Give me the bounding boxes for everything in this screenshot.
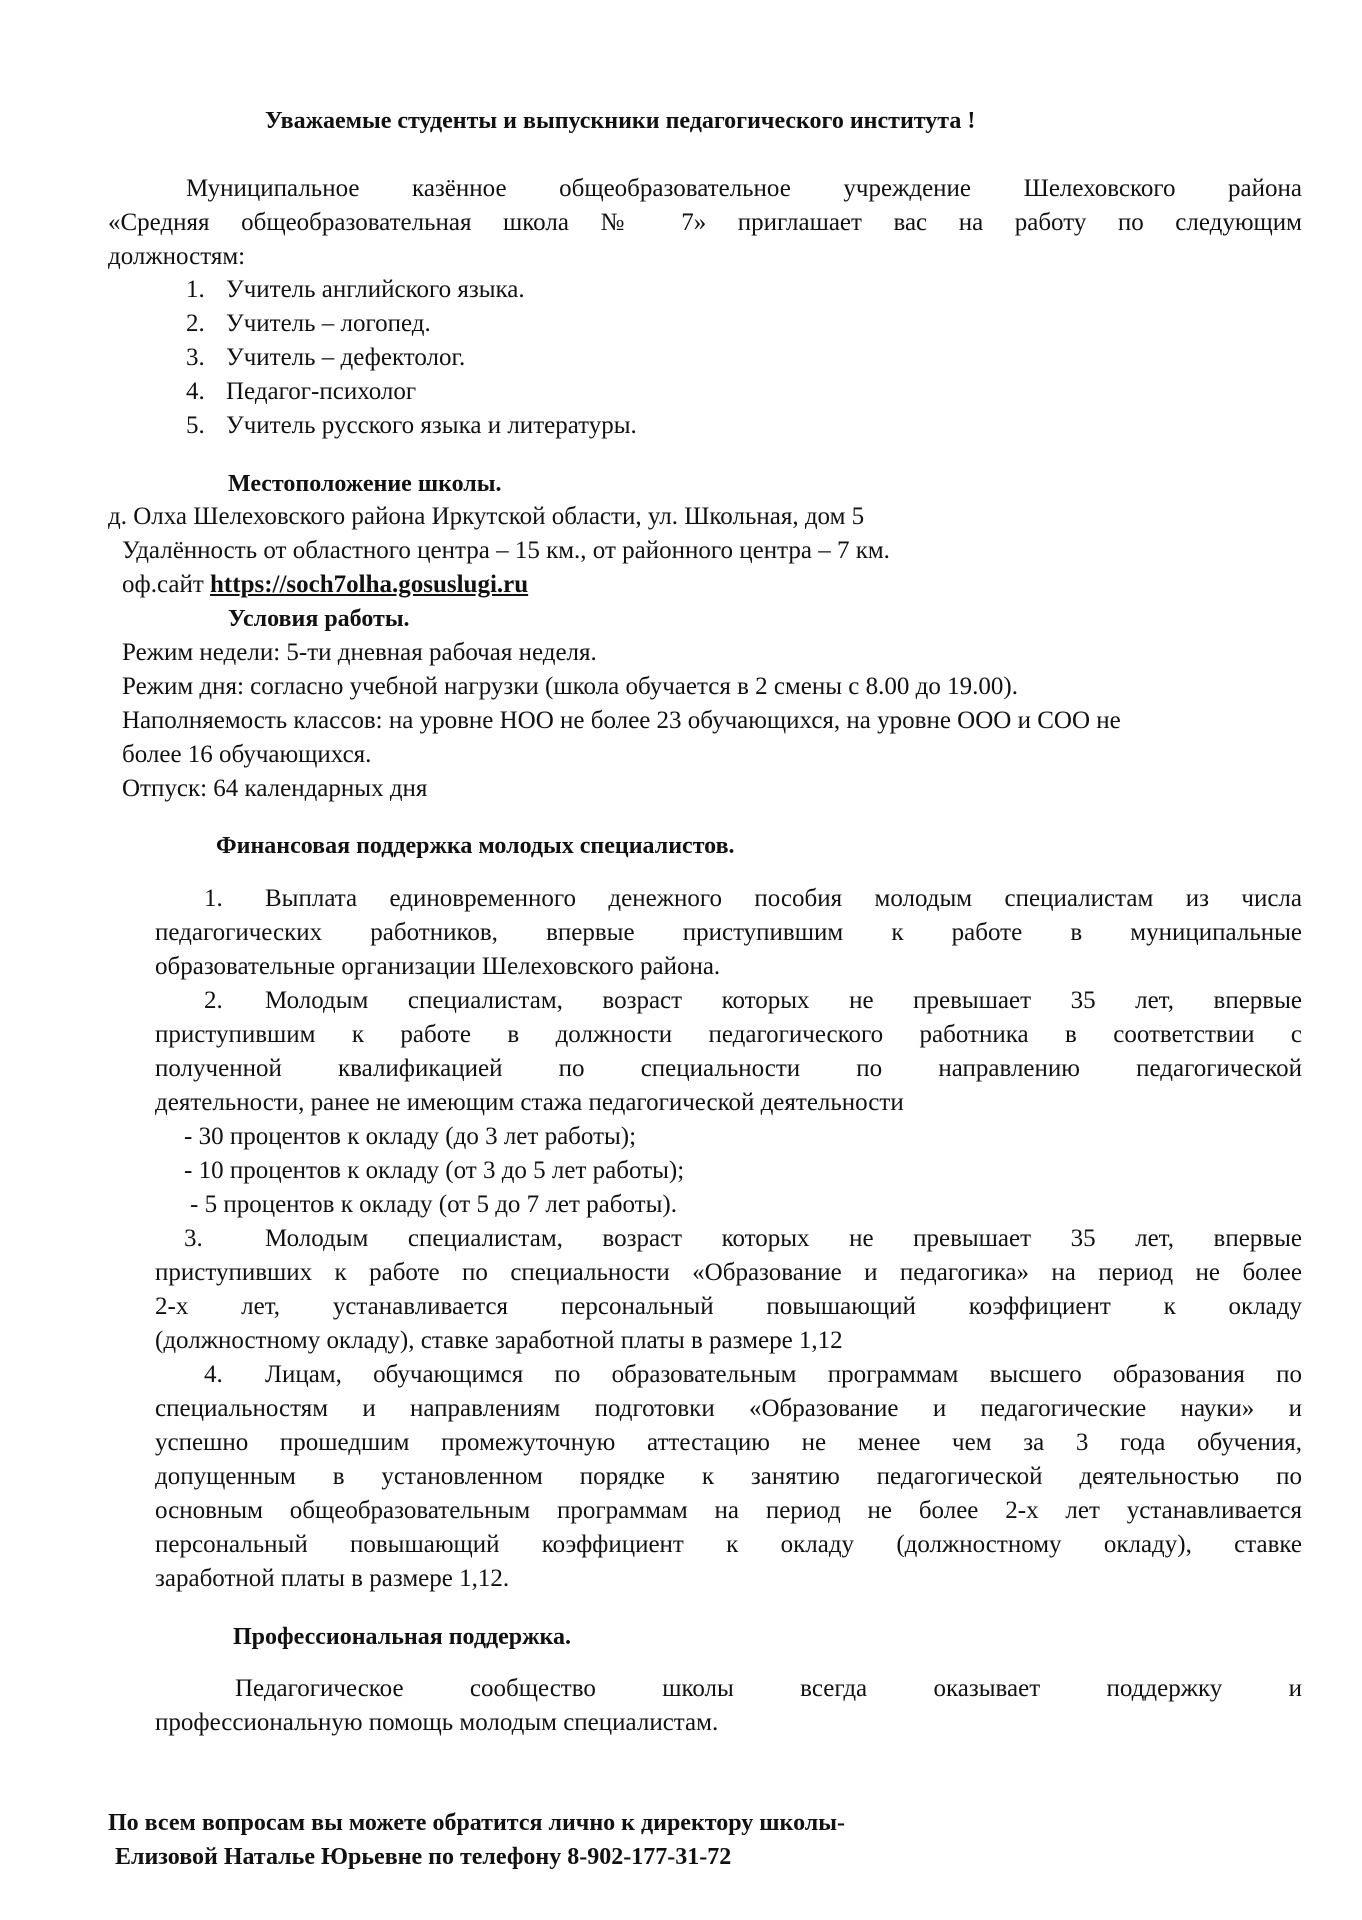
intro-line-1: Муниципальное казённое общеобразовательное учреждение Шелеховского района <box>186 175 1302 202</box>
website-link[interactable]: https://soch7olha.gosuslugi.ru <box>210 571 529 598</box>
finance-item-4-line-7: заработной платы в размере 1,12. <box>155 1565 510 1592</box>
class-size-line-1: Наполняемость классов: на уровне НОО не более 23 обучающихся, на уровне ООО и СОО не <box>122 707 1121 734</box>
week-mode: Режим недели: 5-ти дневная рабочая неделя. <box>122 639 597 666</box>
finance-item-3-line-2: приступивших к работе по специальности «Образование и педагогика» на период не более <box>155 1259 1302 1286</box>
conditions-heading: Условия работы. <box>228 606 410 632</box>
finance-item-4-line-1: Лицам, обучающимся по образовательным программам высшего образования по <box>265 1361 1302 1388</box>
finance-item-4-line-5: основным общеобразовательным программам на период не более 2-х лет устанавливается <box>155 1497 1302 1524</box>
vacation-info: Отпуск: 64 календарных дня <box>122 775 428 802</box>
item-number: 3. <box>184 1225 203 1252</box>
finance-item-2-line-3: полученной квалификацией по специальности по направлению педагогической <box>155 1055 1302 1082</box>
list-item: 1. Учитель английского языка. <box>186 276 525 303</box>
list-item: 2. Учитель – логопед. <box>186 310 431 337</box>
distance-info: Удалённость от областного центра – 15 км., от районного центра – 7 км. <box>122 537 890 564</box>
list-item: 5. Учитель русского языка и литературы. <box>186 412 637 439</box>
finance-item-4-line-3: успешно прошедшим промежуточную аттестацию не менее чем за 3 года обучения, <box>155 1429 1302 1456</box>
class-size-line-2: более 16 обучающихся. <box>122 741 372 768</box>
finance-item-4-line-2: специальностям и направлениям подготовки «Образование и педагогические науки» и <box>155 1395 1302 1422</box>
list-item: 3. Учитель – дефектолог. <box>186 344 466 371</box>
finance-item-1-line-3: образовательные организации Шелеховского района. <box>155 953 721 980</box>
finance-item-1-line-2: педагогических работников, впервые приступившим к работе в муниципальные <box>155 919 1302 946</box>
contact-line-1: По всем вопросам вы можете обратится лично к директору школы- <box>108 1810 845 1836</box>
support-line-1: Педагогическое сообщество школы всегда оказывает поддержку и <box>235 1675 1302 1702</box>
item-number: 1. <box>204 885 223 912</box>
website-label: оф.сайт <box>122 571 204 598</box>
finance-item-3-line-3: 2-х лет, устанавливается персональный повышающий коэффициент к окладу <box>155 1293 1302 1320</box>
finance-item-4-line-4: допущенным в установленном порядке к занятию педагогической деятельностью по <box>155 1463 1302 1490</box>
intro-line-3: должностям: <box>108 243 246 270</box>
support-line-2: профессиональную помощь молодым специалистам. <box>155 1709 719 1736</box>
day-mode: Режим дня: согласно учебной нагрузки (школа обучается в 2 смены с 8.00 до 19.00). <box>122 673 1018 700</box>
website-line <box>122 568 528 602</box>
item-number: 2. <box>204 987 223 1014</box>
page-title: Уважаемые студенты и выпускники педагогического института ! <box>265 108 976 134</box>
bonus-10: - 10 процентов к окладу (от 3 до 5 лет работы); <box>184 1157 685 1184</box>
support-heading: Профессиональная поддержка. <box>233 1624 571 1650</box>
location-heading: Местоположение школы. <box>228 471 502 497</box>
bonus-30: - 30 процентов к окладу (до 3 лет работы); <box>184 1123 637 1150</box>
list-item: 4. Педагог-психолог <box>186 378 417 405</box>
intro-line-2: «Средняя общеобразовательная школа № 7» приглашает вас на работу по следующим <box>108 209 1302 236</box>
finance-item-2-line-4: деятельности, ранее не имеющим стажа педагогической деятельности <box>155 1089 904 1116</box>
item-number: 4. <box>204 1361 223 1388</box>
finance-item-2-line-1: Молодым специалистам, возраст которых не превышает 35 лет, впервые <box>265 987 1302 1014</box>
finance-item-2-line-2: приступившим к работе в должности педагогического работника в соответствии с <box>155 1021 1302 1048</box>
contact-line-2: Елизовой Наталье Юрьевне по телефону 8-902-177-31-72 <box>115 1844 732 1870</box>
bonus-5: - 5 процентов к окладу (от 5 до 7 лет работы). <box>190 1191 677 1218</box>
finance-heading: Финансовая поддержка молодых специалистов. <box>216 833 735 859</box>
finance-item-3-line-4: (должностному окладу), ставке заработной платы в размере 1,12 <box>155 1327 843 1354</box>
finance-item-3-line-1: Молодым специалистам, возраст которых не превышает 35 лет, впервые <box>265 1225 1302 1252</box>
school-address: д. Олха Шелеховского района Иркутской области, ул. Школьная, дом 5 <box>108 503 865 530</box>
finance-item-1-line-1: Выплата единовременного денежного пособия молодым специалистам из числа <box>265 885 1302 912</box>
finance-item-4-line-6: персональный повышающий коэффициент к окладу (должностному окладу), ставке <box>155 1531 1302 1558</box>
